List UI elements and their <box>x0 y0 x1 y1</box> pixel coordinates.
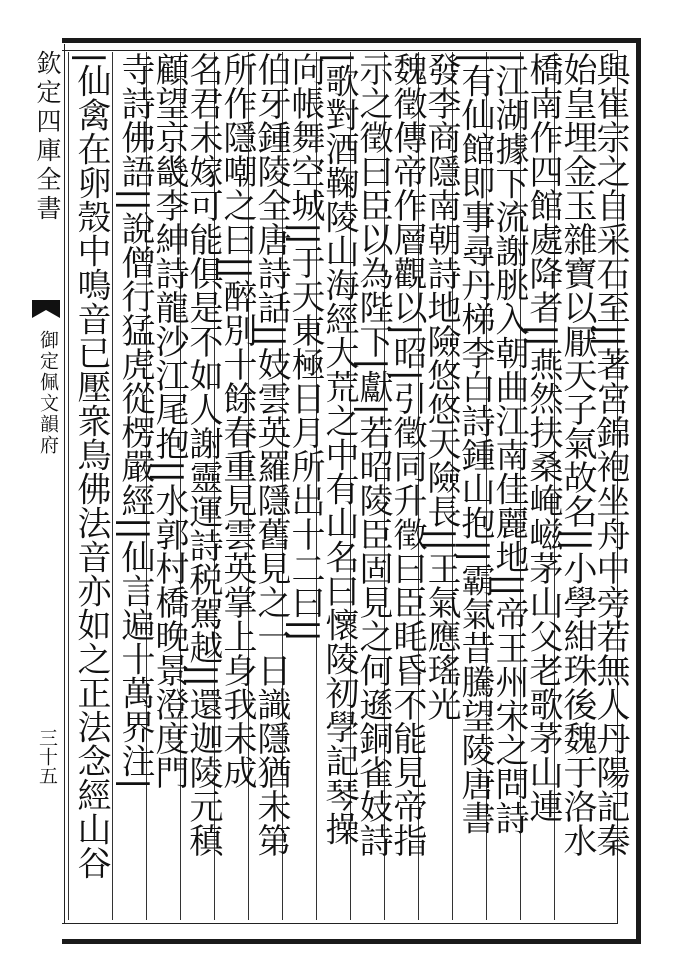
text-column-15: 寺詩佛語||說僧行猛虎從楞嚴經||仙言遍十萬界注| <box>112 52 157 920</box>
text-column-14: 顧望京畿李紳詩龍沙江尾抱||水郭村橋晚景澄度門 <box>146 52 191 920</box>
margin-header: 欽定四庫全書 <box>33 50 62 224</box>
margin-book-title: 御定佩文韻府 <box>37 330 59 456</box>
folio-number: 三十五 <box>36 728 58 785</box>
text-column-5: |有仙館即事尋丹梯李白詩鍾山抱||霸氣昔騰望陵唐書 <box>452 52 497 920</box>
text-column-10: 向帳舞空城||于天東極日月所出十二曰|| <box>282 52 327 920</box>
text-column-1: 與崔宗之自采石至||著宮錦袍坐舟中旁若無人丹陽記秦 <box>590 52 630 857</box>
text-column-6: 發李商隱南朝詩地險悠悠天險長||王氣應瑤光 <box>418 52 463 920</box>
text-column-13: 名君未嫁可能俱是不如人謝靈運詩税駕越||還迦陵元稹 <box>180 52 225 920</box>
text-column-3: 橋南作四館處降者||燕然扶桑崦嵫茅山父老歌茅山連 <box>520 52 565 920</box>
text-column-12: 所作隱嘲之曰||醉別十餘春重見雲英掌上身我未成 <box>214 52 259 920</box>
text-column-7: 魏徵傳帝作層觀以|昭|引徵同升徵曰臣眊昏不能見帝指 <box>384 52 429 920</box>
text-column-8: 示之徵曰臣以為陛下|獻|若昭陵臣固見之何遜銅雀妓詩 <box>350 52 395 920</box>
text-column-11: 伯牙鍾陵全唐詩話||妓雲英羅隱舊見之一日識隱猶未第 <box>248 52 293 920</box>
text-column-2: 始皇埋金玉雜寶以厭天子氣故名||小學紺珠後魏于洛水 <box>554 52 599 920</box>
fishtail-icon <box>30 298 62 320</box>
text-column-9: |歌對酒鞠陵山海經大荒之中有山名曰懷陵初學記琴操 <box>316 52 361 920</box>
text-column-4: |江湖據下流謝朓入朝曲江南佳麗地||帝王州宋之問詩 <box>486 52 531 920</box>
text-column-16: |仙禽在卵殼中鳴音已壓衆鳥佛法音亦如之正法念經山谷 <box>68 52 113 920</box>
